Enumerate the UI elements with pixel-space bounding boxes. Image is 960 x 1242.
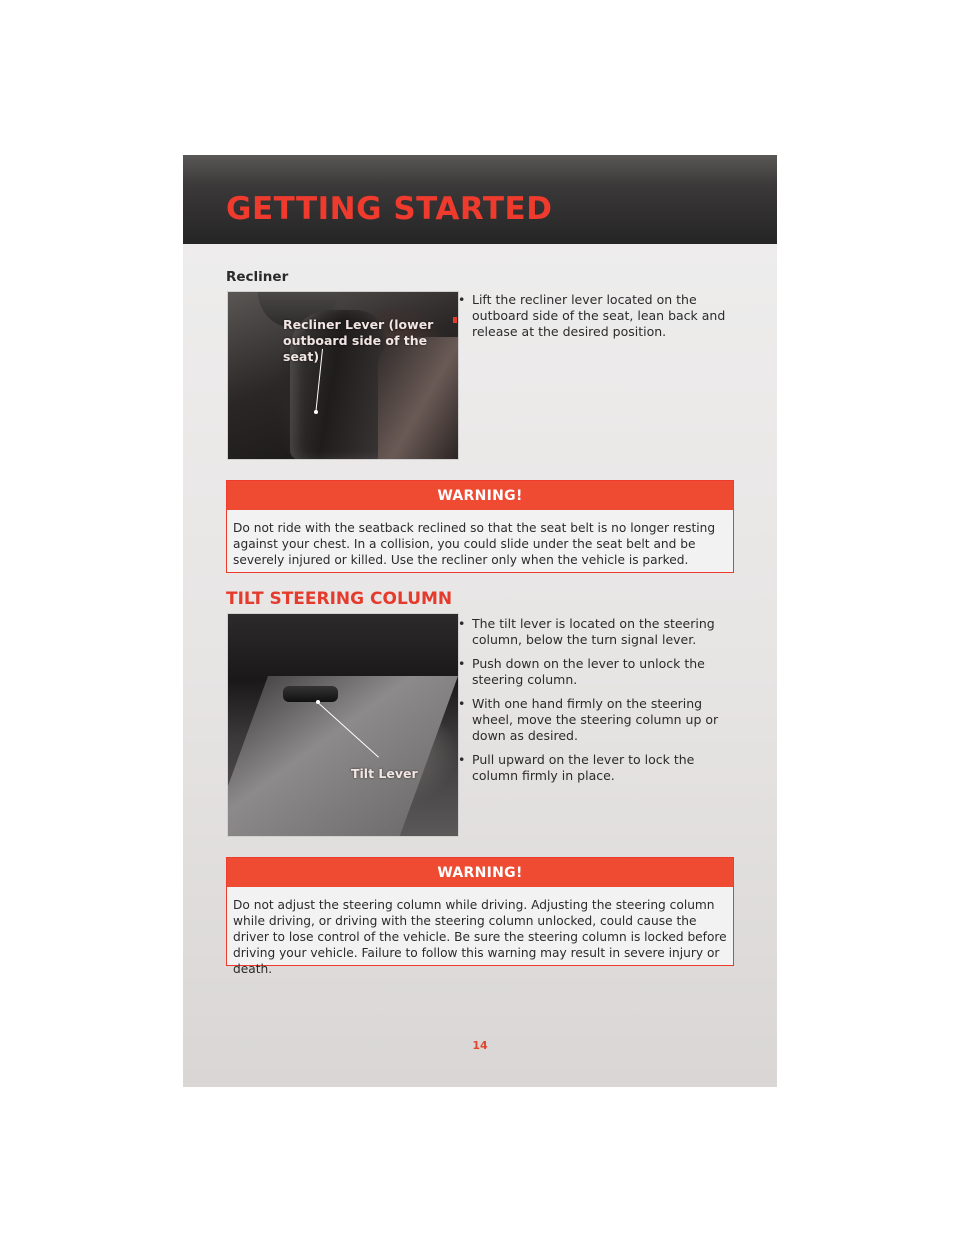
tilt-section-heading: TILT STEERING COLUMN: [226, 589, 453, 609]
list-item: • Lift the recliner lever located on the outboard side of the seat, lean back and release at the desired position.: [452, 292, 742, 340]
manual-page: [183, 155, 777, 1087]
page-header: [183, 155, 777, 244]
recliner-heading: Recliner: [226, 269, 289, 285]
list-item: • With one hand firmly on the steering wheel, move the steering column up or down as desired.: [452, 696, 742, 744]
warning-text: Do not ride with the seatback reclined so that the seat belt is no longer resting against your chest. In a collision, you could slide under the seat belt and be severely injured or killed. Use the recliner only when the vehicle is parked.: [233, 521, 716, 567]
list-item: • Pull upward on the lever to lock the column firmly in place.: [452, 752, 742, 784]
page-title: GETTING STARTED: [226, 191, 553, 227]
list-item: • Push down on the lever to unlock the steering column.: [452, 656, 742, 688]
tilt-lever-shape: [283, 686, 338, 702]
warning-text: Do not adjust the steering column while driving. Adjusting the steering column while driving, or driving with the steering column unlocked, could cause the driver to lose control of the vehicle. Be sure the steering column is locked before driving your vehicle. Failure to follow this warning may result in severe injury or death.: [233, 898, 727, 976]
warning-box-recliner: [226, 480, 734, 573]
recliner-callout-line2: outboard side of the seat): [283, 333, 428, 364]
recliner-photo: [227, 291, 459, 460]
warning-title: WARNING!: [227, 481, 733, 510]
warning-box-steering: [226, 857, 734, 976]
recliner-callout-dot: [314, 410, 318, 414]
tilt-lever-callout: Tilt Lever: [351, 766, 418, 781]
steering-column-shape: [227, 676, 458, 837]
warning-title: WARNING!: [227, 858, 733, 887]
tilt-instructions: [452, 616, 742, 792]
recliner-callout-line1: Recliner Lever (lower: [283, 317, 434, 332]
recliner-lever-callout: [283, 317, 458, 365]
list-item: • The tilt lever is located on the steering column, below the turn signal lever.: [452, 616, 742, 648]
recliner-instructions: [452, 292, 742, 348]
tilt-lever-photo: [227, 613, 459, 837]
page-number: 14: [472, 1039, 488, 1052]
